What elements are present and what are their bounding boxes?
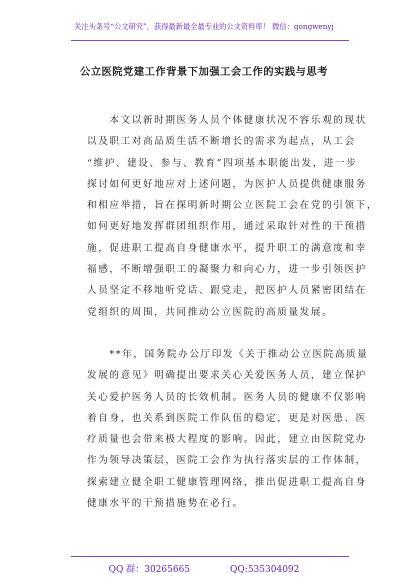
text-line: 探讨如何更好地应对上述问题，为医护人员提供健康服务: [87, 178, 367, 190]
paragraph-1: [87, 110, 379, 323]
text-line: 和相应举措，旨在探明新时期公立医院工会在党的引领下，: [87, 200, 379, 212]
text-line: 发展的意见》明确提出要求关心关爱医务人员，建立保护: [87, 370, 367, 382]
text-line: 如何更好地发挥群团组织作用，通过采取针对性的干预措: [87, 221, 367, 233]
paragraph-2: [87, 344, 369, 514]
text-line: 施，促进职工提高自身健康水平，提升职工的满意度和幸: [87, 242, 367, 254]
text-line: 着自身，也关系到医院工作队伍的稳定，更是对医患、医: [87, 412, 367, 424]
text-line: 本文以新时期医务人员个体健康状况不容乐观的现状: [87, 115, 367, 126]
text-line: 关心爱护医务人员的长效机制。医务人员的健康不仅影响: [87, 391, 367, 403]
document-title: 公立医院党建工作背景下加强工会工作的实践与思考: [79, 66, 329, 78]
footer-divider: [71, 556, 349, 557]
text-line: “维护、建设、参与、教育”四项基本职能出发，进一步: [87, 157, 358, 169]
text-line: 福感，不断增强职工的凝聚力和向心力，进一步引领医护: [87, 264, 367, 276]
text-line: **年，国务院办公厅印发《关于推动公立医院高质量: [87, 349, 369, 360]
header-banner: 关注头条号“公文研究”，获得最新最全最专业的公文资料库！ 微信：gongwenyj: [74, 22, 334, 31]
text-line: 人员坚定不移地听党话、跟党走，把医护人员紧密团结在: [87, 285, 367, 297]
text-line: 疗质量也会带来极大程度的影响。因此，建立由医院党办: [87, 434, 367, 446]
header-divider: [71, 40, 349, 41]
text-line: 探索建立健全职工健康管理网络，推出促进职工提高自身: [87, 476, 367, 488]
text-line: 作为领导决策层，医院工会作为执行落实层的工作体制，: [87, 455, 367, 467]
text-line: 党组织的周围，共同推动公立医院的高质量发展。: [87, 306, 334, 318]
footer: [0, 562, 408, 575]
text-line: 健康水平的干预措施势在必行。: [87, 498, 244, 510]
footer-qq-group: QQ 群：30265665: [108, 565, 191, 575]
footer-qq: QQ:535304092: [230, 565, 300, 575]
text-line: 以及职工对高品质生活不断增长的需求为起点，从工会: [87, 136, 356, 148]
